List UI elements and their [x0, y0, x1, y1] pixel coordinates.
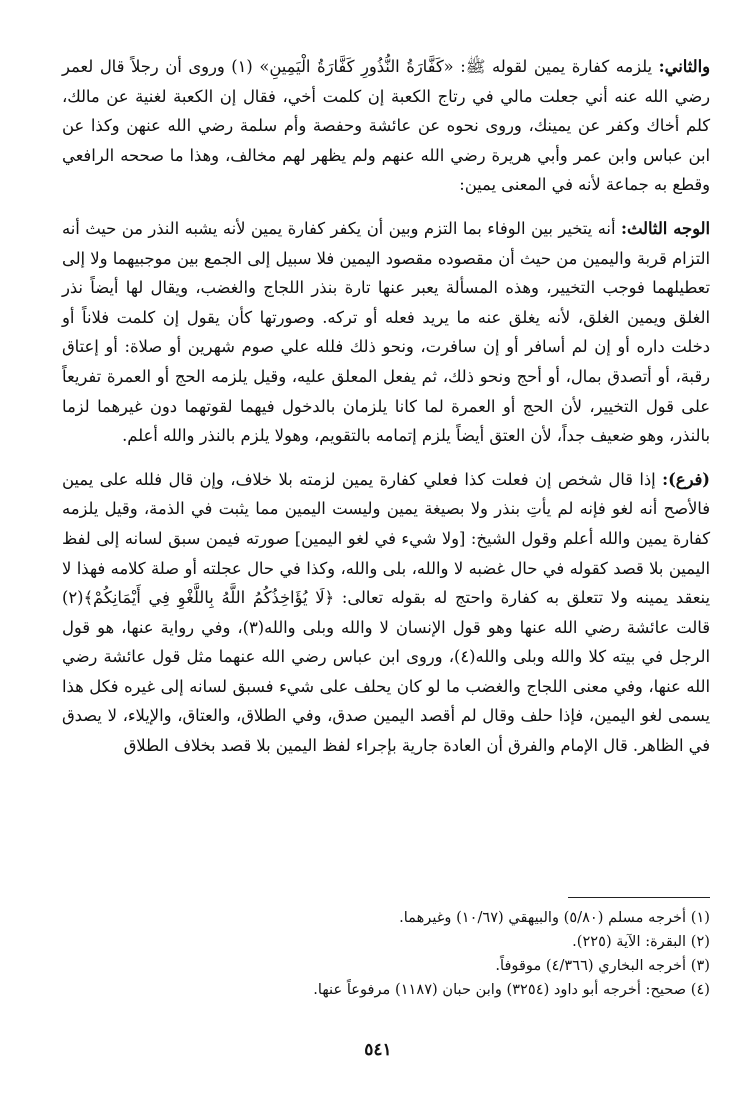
paragraph-text: إذا قال شخص إن فعلت كذا فعلي كفارة يمين لزمته بلا خلاف، وإن قال فلله على يمين فالأصح أنه لغو فإنه لم يأتِ بنذر ولا بصيغة يمين وليست اليمين مما يثبت في الذمة، وقيل يلزمه كفارة يمين والله أعلم وقول الشيخ: [ولا شيء في لغو اليمين] صورته فيمن سبق لسانه إلى لفظ اليمين بلا قصد كقوله في حال غضبه لا والله، بلى والله، وكذا في حال عجلته أو صلة كلامه فهذا لا ينعقد يمينه ولا تتعلق به كفارة واحتج له بقوله تعالى: ﴿لَا يُؤَاخِذُكُمُ اللَّهُ بِاللَّغْوِ فِي أَيْمَانِكُمْ﴾(٢) قالت عائشة رضي الله عنها وهو قول الإنسان لا والله وبلى والله(٣)، وفي رواية عنها، هو قول الرجل في بيته كلا والله وبلى والله(٤)، وروى ابن عباس رضي الله عنهما مثل قول عائشة رضي الله عنها، وفي معنى اللجاج والغضب ما لو كان يحلف على شيء فسبق لسانه إلى غيره فكل هذا يسمى لغو اليمين، فإذا حلف وقال لم أقصد اليمين صدق، وفي الطلاق، والعتاق، والإيلاء، لا يصدق في الظاهر. قال الإمام والفرق أن العادة جارية بإجراء لفظ اليمين بلا قصد بخلاف الطلاق [62, 469, 710, 756]
paragraph-text: يلزمه كفارة يمين لقوله ﷺ: «كَفَّارَةُ النُّذُورِ كَفَّارَةُ الْيَمِينِ» (١) وروى أن رجلاً قال لعمر رضي الله عنه أني جعلت مالي في رتاج الكعبة إن كلمت أخي، فقال إن الكعبة لغنية عن مالك، كلم أخاك وكفر عن يمينك، وروى نحوه عن عائشة وحفصة وأم سلمة رضي الله عنهن وكذا عن ابن عباس وابن عمر وأبي هريرة رضي الله عنهم ولم يظهر لهم مخالف، وهذا ما صححه الرافعي وقطع به جماعة لأنه في المعنى يمين: [62, 57, 710, 195]
main-text [62, 52, 710, 761]
footnote-divider [568, 897, 710, 898]
footnote: (١) أخرجه مسلم (٥/٨٠) والبيهقي (١٠/٦٧) وغيرهما. [399, 909, 710, 926]
footnote: (٢) البقرة: الآية (٢٢٥). [572, 933, 710, 950]
footnote: (٤) صحيح: أخرجه أبو داود (٣٢٥٤) وابن حبان (١١٨٧) مرفوعاً عنها. [313, 981, 710, 998]
paragraph-second-opinion [62, 52, 710, 200]
paragraph-branch [62, 465, 710, 761]
paragraph-label: والثاني: [658, 57, 711, 76]
paragraph-third-aspect [62, 214, 710, 451]
page-number: ٥٤١ [364, 1040, 392, 1060]
paragraph-label: (فرع): [662, 469, 710, 489]
paragraph-label: الوجه الثالث: [620, 218, 710, 238]
footnotes [80, 906, 710, 1002]
footnote: (٣) أخرجه البخاري (٤/٣٦٦) موقوفاً. [495, 957, 710, 974]
paragraph-text: أنه يتخير بين الوفاء بما التزم وبين أن يكفر كفارة يمين لأنه يشبه النذر من حيث أنه التزام قربة واليمين من حيث أن مقصوده مقصود اليمين فلا سبيل إلى الجمع بين موجبيهما ولا إلى تعطيلهما فوجب التخيير، وهذه المسألة يعبر عنها تارة بنذر اللجاج والغضب، ويقال لها أيضاً نذر الغلق ويمين الغلق، لأنه يغلق عنه ما يريد فعله أو تركه. وصورتها كأن يقول إن كلمت فلاناً أو دخلت داره أو إن لم أسافر أو إن سافرت، ونحو ذلك فلله علي صوم شهرين أو صلاة: أو إعتاق رقبة، أو أتصدق بمال، أو أحج ونحو ذلك، ثم يفعل المعلق عليه، وقيل يلزمه الحج أو العمرة تفريعاً على قول التخيير، لأن الحج أو العمرة لما كانا يلزمان بالدخول فيهما لقوتهما دون غيرهما لزما بالنذر، وهو ضعيف جداً، لأن العتق أيضاً يلزم إتمامه بالتقويم، وهولا يلزم بالنذر والله أعلم. [62, 218, 710, 446]
